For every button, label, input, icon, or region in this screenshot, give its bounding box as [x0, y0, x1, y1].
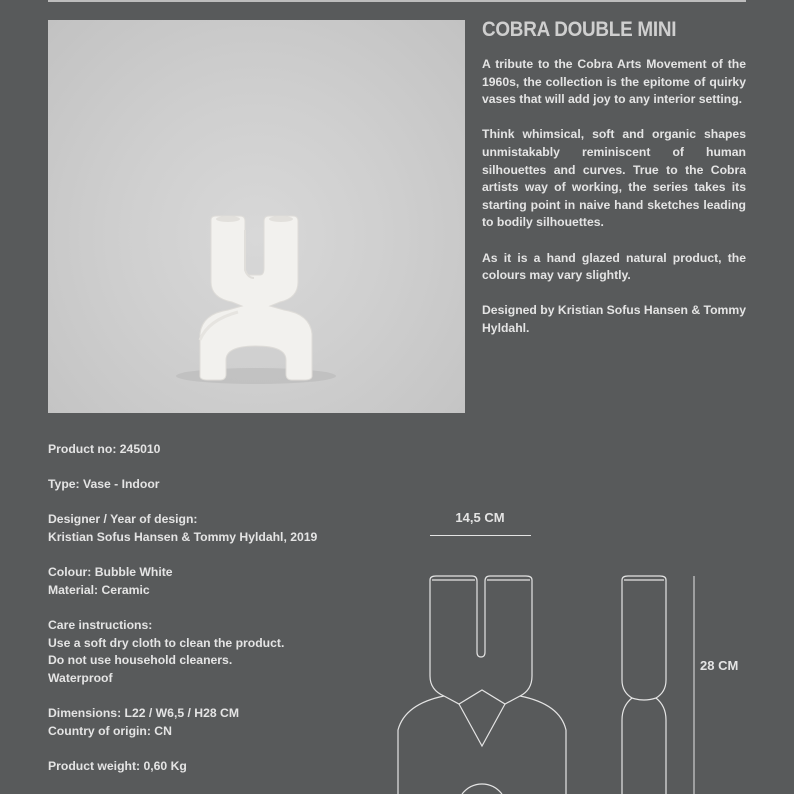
- description-paragraph: Designed by Kristian Sofus Hansen & Tommy Hyldahl.: [482, 303, 746, 335]
- spec-line: Type: Vase - Indoor: [48, 477, 160, 492]
- product-title: COBRA DOUBLE MINI: [482, 18, 677, 41]
- spec-line: Dimensions: L22 / W6,5 / H28 CM: [48, 705, 239, 720]
- width-dimension-label: 14,5 CM: [455, 510, 505, 525]
- spec-line: Product no: 245010: [48, 442, 161, 456]
- front-view-outline: [398, 576, 566, 794]
- spec-line: Product weight: 0,60 Kg: [48, 758, 187, 773]
- spec-line: Designer / Year of design:: [48, 512, 198, 527]
- description-paragraph: Think whimsical, soft and organic shapes unmistakably reminiscent of human silhouettes and curves. True to the Cobra artists way of working, the series takes its starting point in naive hand sketches leading to bodily silhouettes.: [482, 127, 746, 230]
- spec-line: Material: Ceramic: [48, 582, 150, 597]
- spec-line: Waterproof: [48, 670, 113, 685]
- description-paragraph: A tribute to the Cobra Arts Movement of the 1960s, the collection is the epitome of quirky vases that will add joy to any interior setting.: [482, 57, 746, 107]
- side-view-outline: [622, 576, 666, 794]
- spec-line: Do not use household cleaners.: [48, 653, 233, 668]
- height-dimension-label: 28 CM: [700, 658, 739, 673]
- spec-line: Kristian Sofus Hansen & Tommy Hyldahl, 2019: [48, 529, 318, 544]
- spec-line: Use a soft dry cloth to clean the product.: [48, 635, 285, 650]
- description-paragraph: As it is a hand glazed natural product, the colours may vary slightly.: [482, 250, 746, 283]
- spec-line: Colour: Bubble White: [48, 565, 173, 580]
- spec-line: Care instructions:: [48, 617, 153, 632]
- spec-line: Country of origin: CN: [48, 723, 172, 738]
